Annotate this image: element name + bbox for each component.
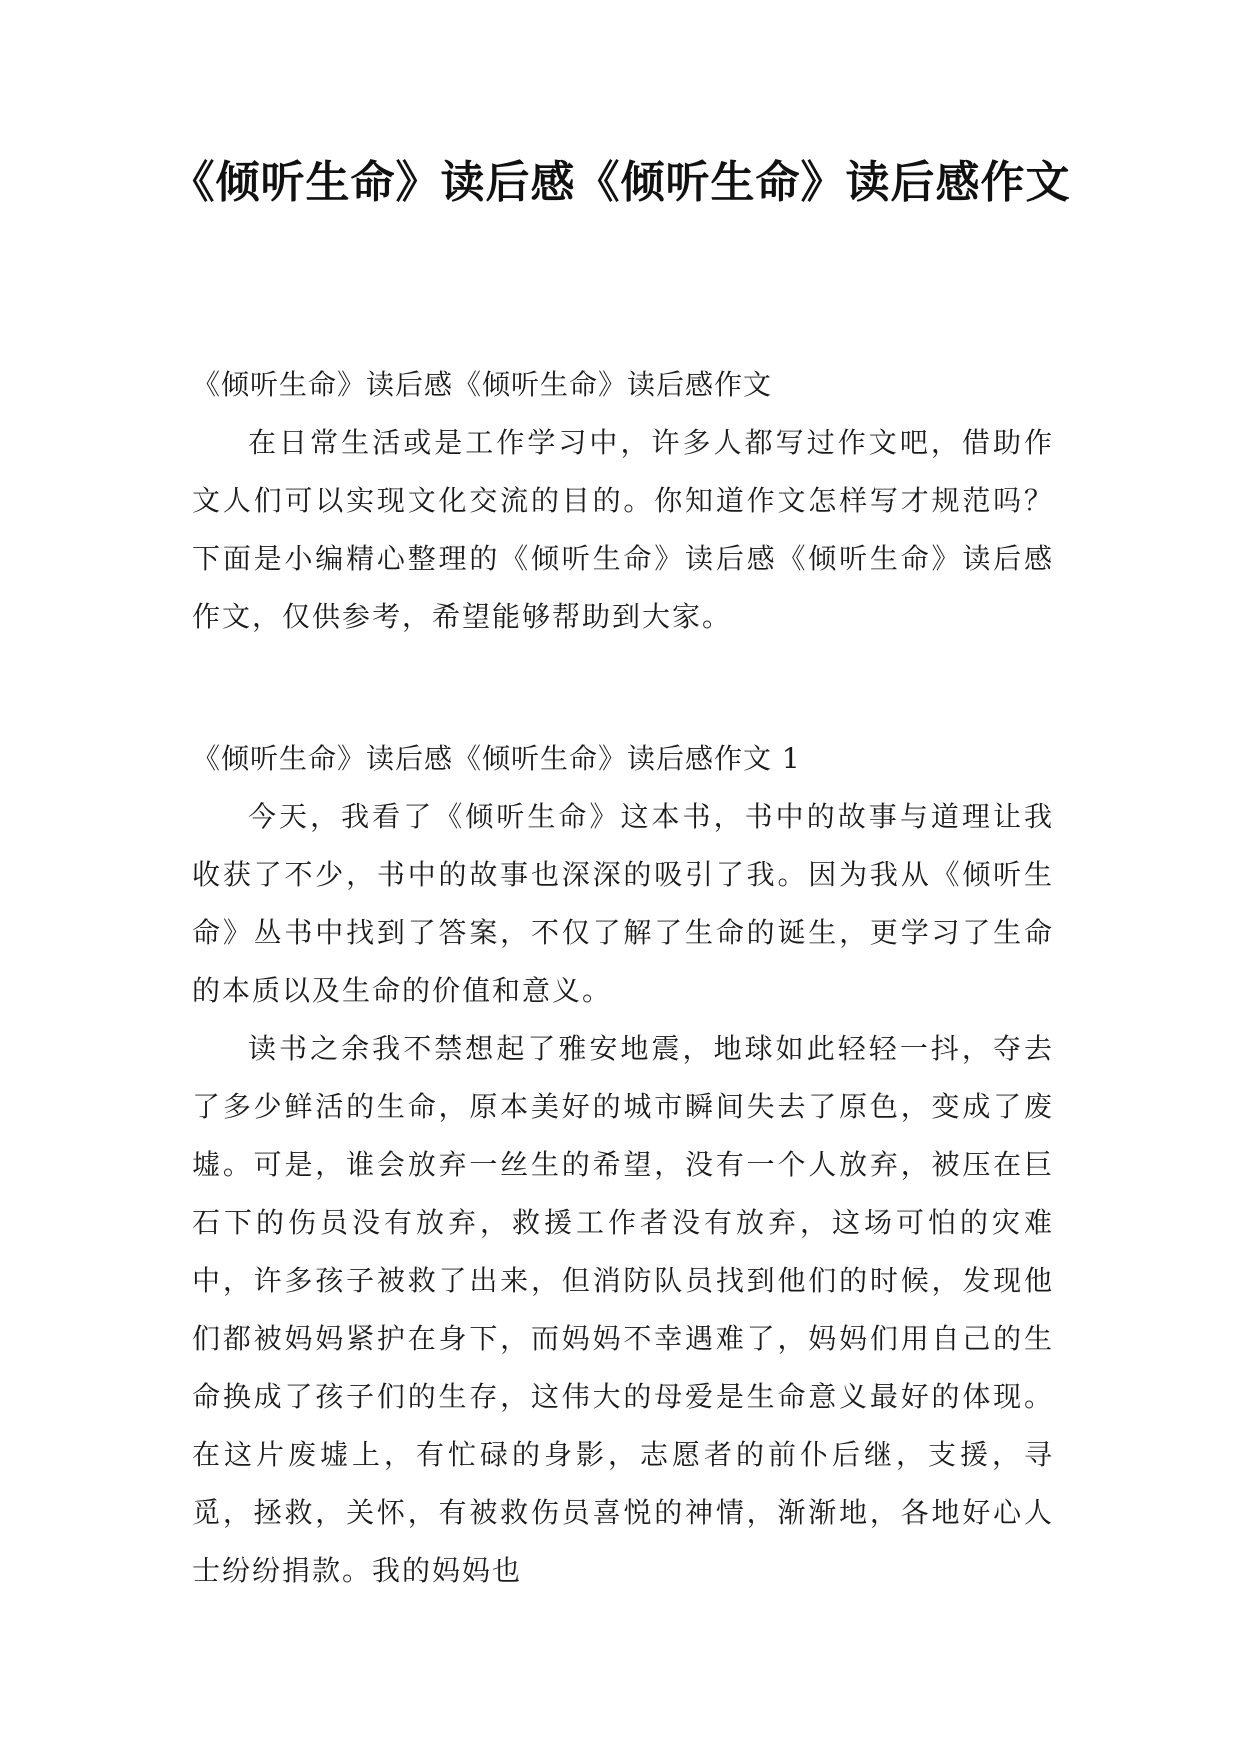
intro-paragraph: 在日常生活或是工作学习中，许多人都写过作文吧，借助作文人们可以实现文化交流的目的。你知道作文怎样写才规范吗？下面是小编精心整理的《倾听生命》读后感《倾听生命》读后感作文，仅供参考，希望能够帮助到大家。 — [192, 426, 1054, 633]
essay-heading: 《倾听生命》读后感《倾听生命》读后感作文 1 — [192, 742, 801, 775]
intro-heading: 《倾听生命》读后感《倾听生命》读后感作文 — [192, 368, 773, 401]
essay-paragraph-1: 今天，我看了《倾听生命》这本书，书中的故事与道理让我收获了不少，书中的故事也深深的吸引了我。因为我从《倾听生命》丛书中找到了答案，不仅了解了生命的诞生，更学习了生命的本质以及生命的价值和意义。 — [192, 800, 1054, 1007]
document-body — [192, 356, 1054, 1600]
section-spacer — [192, 646, 1054, 730]
essay-paragraph-2: 读书之余我不禁想起了雅安地震，地球如此轻轻一抖，夺去了多少鲜活的生命，原本美好的城市瞬间失去了原色，变成了废墟。可是，谁会放弃一丝生的希望，没有一个人放弃，被压在巨石下的伤员没有放弃，救援工作者没有放弃，这场可怕的灾难中，许多孩子被救了出来，但消防队员找到他们的时候，发现他们都被妈妈紧护在身下，而妈妈不幸遇难了，妈妈们用自己的生命换成了孩子们的生存，这伟大的母爱是生命意义最好的体现。在这片废墟上，有忙碌的身影，志愿者的前仆后继，支援，寻觅，拯救，关怀，有被救伤员喜悦的神情，渐渐地，各地好心人士纷纷捐款。我的妈妈也 — [192, 1032, 1054, 1587]
document-title: 《倾听生命》读后感《倾听生命》读后感作文 — [170, 157, 1071, 208]
